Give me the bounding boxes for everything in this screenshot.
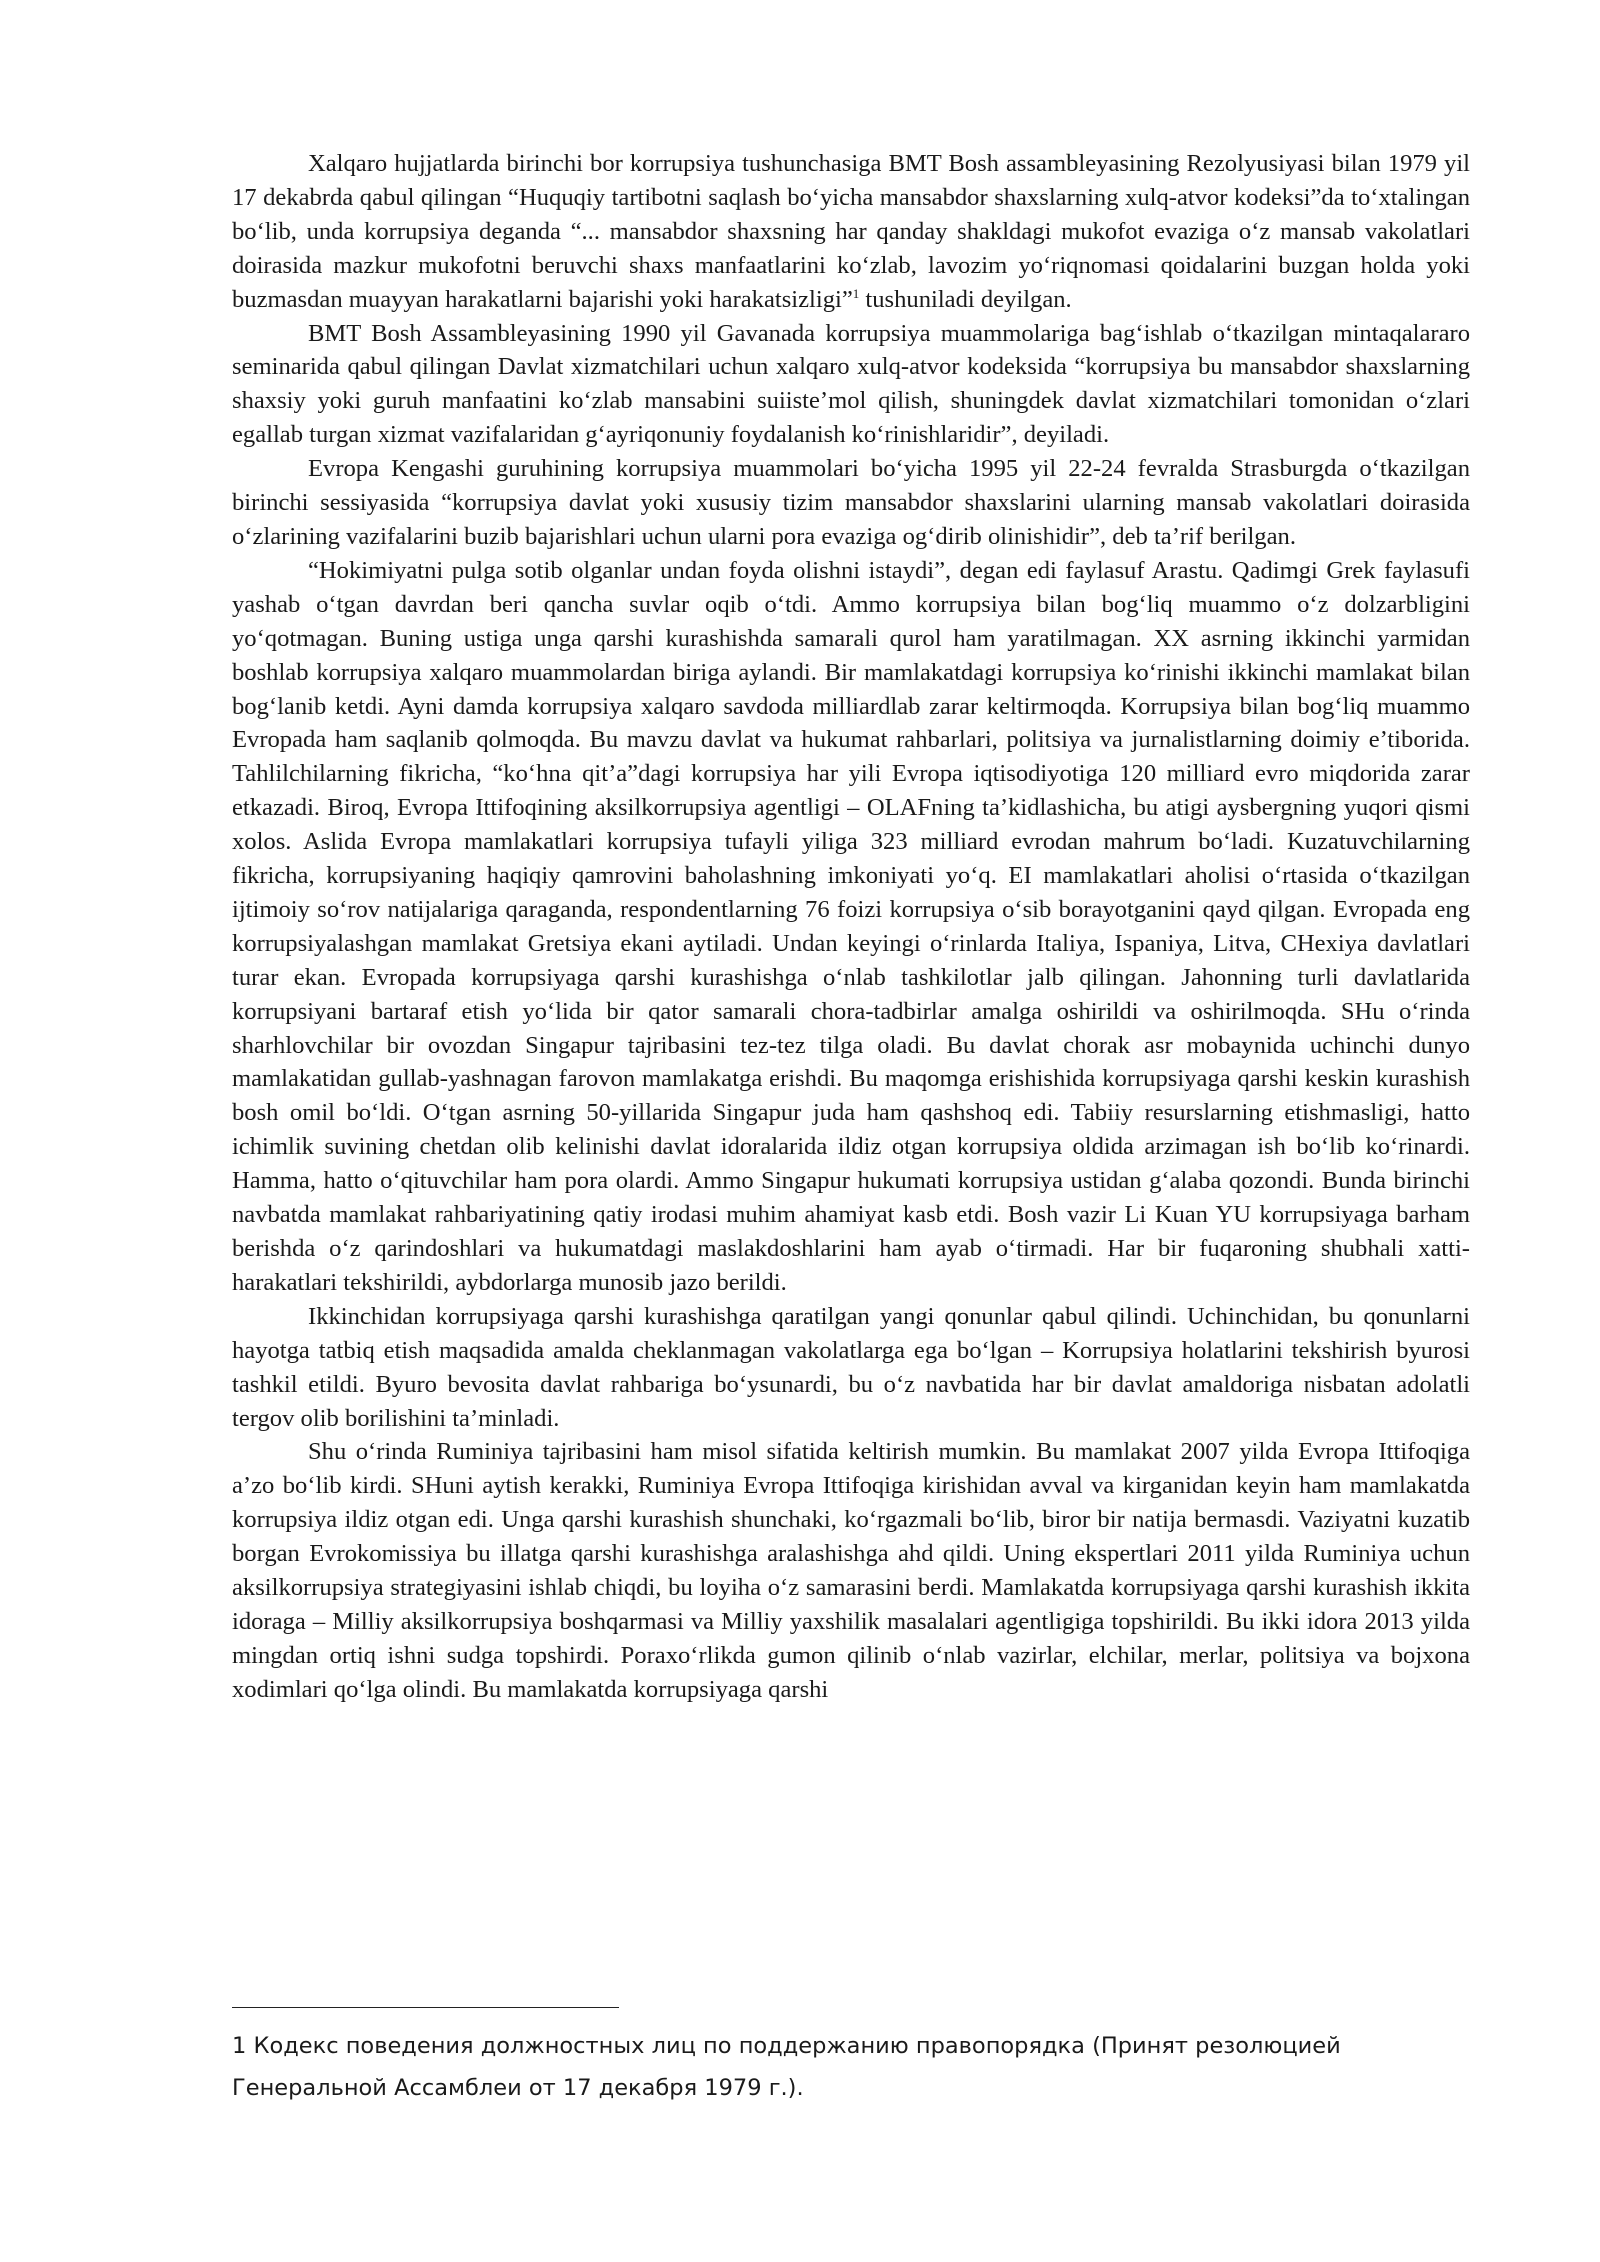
paragraph-1-text-end: tushuniladi deyilgan. (859, 285, 1072, 313)
paragraph-3: Evropa Kengashi guruhining korrupsiya muammolari bo‘yicha 1995 yil 22-24 fevralda Strasburgda o‘tkazilgan birinchi sessiyasida “korrupsiya davlat yoki xususiy tizim mansabdor shaxslarini ularning mansab vakolatlari doirasida o‘zlarining vazifalarini buzib bajarishlari uchun ularni pora evaziga og‘dirib olinishidir”, deb ta’rif berilgan. (232, 455, 1470, 550)
paragraph-2: BMT Bosh Assambleyasining 1990 yil Gavanada korrupsiya muammolariga bag‘ishlab o‘tkazilgan mintaqalararo seminarida qabul qilingan Davlat xizmatchilari uchun xalqaro xulq-atvor kodeksida “korrupsiya bu mansabdor shaxslarning shaxsiy yoki guruh manfaatini ko‘zlab mansabini suiiste’mol qilish, shuningdek davlat xizmatchilari tomonidan o‘zlari egallab turgan xizmat vazifalaridan g‘ayriqonuniy foydalanish ko‘rinishlaridir”, deyiladi. (232, 319, 1470, 449)
paragraph-1-text: Xalqaro hujjatlarda birinchi bor korrupsiya tushunchasiga BMT Bosh assambleyasining Rezolyusiyasi bilan 1979 yil 17 dekabrda qabul qilingan “Huquqiy tartibotni saqlash bo‘yicha mansabdor shaxslarning xulq-atvor kodeksi”da to‘xtalingan bo‘lib, unda korrupsiya deganda “... mansabdor shaxsning har qanday shakldagi mukofot evaziga o‘z mansab vakolatlari doirasida mazkur mukofotni beruvchi shaxs manfaatlarini ko‘zlab, lavozim yo‘riqnomasi qoidalarini buzgan holda yoki buzmasdan muayyan harakatlarni bajarishi yoki harakatsizligi” (232, 150, 1470, 313)
paragraph-6: Shu o‘rinda Ruminiya tajribasini ham misol sifatida keltirish mumkin. Bu mamlakat 2007 yilda Evropa Ittifoqiga a’zo bo‘lib kirdi. SHuni aytish kerakki, Ruminiya Evropa Ittifoqiga kirishidan avval va kirganidan keyin ham mamlakatda korrupsiya ildiz otgan edi. Unga qarshi kurashish shunchaki, ko‘rgazmali bo‘lib, biror bir natija bermasdi. Vaziyatni kuzatib borgan Evrokomissiya bu illatga qarshi kurashishga aralashishga ahd qildi. Uning ekspertlari 2011 yilda Ruminiya uchun aksilkorrupsiya strategiyasini ishlab chiqdi, bu loyiha o‘z samarasini berdi. Mamlakatda korrupsiyaga qarshi kurashish ikkita idoraga – Milliy aksilkorrupsiya boshqarmasi va Milliy yaxshilik masalalari agentligiga topshirildi. Bu ikki idora 2013 yilda mingdan ortiq ishni sudga topshirdi. Poraxo‘rlikda gumon qilinib o‘nlab vazirlar, elchilar, merlar, politsiya va bojxona xodimlari qo‘lga olindi. Bu mamlakatda korrupsiyaga qarshi (232, 1438, 1470, 1703)
footnote-separator (232, 2007, 619, 2008)
footnote: 1 Кодекс поведения должностных лиц по поддержанию правопорядка (Принят резолюцией Генеральной Ассамблеи от 17 декабря 1979 г.). (232, 2033, 1341, 2101)
paragraph-5: Ikkinchidan korrupsiyaga qarshi kurashishga qaratilgan yangi qonunlar qabul qilindi. Uchinchidan, bu qonunlarni hayotga tatbiq etish maqsadida amalda cheklanmagan vakolatlarga ega bo‘lgan – Korrupsiya holatlarini tekshirish byurosi tashkil etildi. Byuro bevosita davlat rahbariga bo‘ysunardi, bu o‘z navbatida har bir davlat amaldoriga nisbatan adolatli tergov olib borilishini ta’minladi. (232, 1302, 1470, 1432)
footnote-reference: 1 (852, 285, 860, 301)
paragraph-4: “Hokimiyatni pulga sotib olganlar undan foyda olishni istaydi”, degan edi faylasuf Arastu. Qadimgi Grek faylasufi yashab o‘tgan davrdan beri qancha suvlar oqib o‘tdi. Ammo korrupsiya bilan bog‘liq muammo o‘z dolzarbligini yo‘qotmagan. Buning ustiga unga qarshi kurashishda samarali qurol ham yaratilmagan. XX asrning ikkinchi yarmidan boshlab korrupsiya xalqaro muammolardan biriga aylandi. Bir mamlakatdagi korrupsiya ko‘rinishi ikkinchi mamlakat bilan bog‘lanib ketdi. Ayni damda korrupsiya xalqaro savdoda milliardlab zarar keltirmoqda. Korrupsiya bilan bog‘liq muammo Evropada ham saqlanib qolmoqda. Bu mavzu davlat va hukumat rahbarlari, politsiya va jurnalistlarning doimiy e’tiborida. Tahlilchilarning fikricha, “ko‘hna qit’a”dagi korrupsiya har yili Evropa iqtisodiyotiga 120 milliard evro miqdorida zarar etkazadi. Biroq, Evropa Ittifoqining aksilkorrupsiya agentligi – OLAFning ta’kidlashicha, bu atigi aysbergning yuqori qismi xolos. Aslida Evropa mamlakatlari korrupsiya tufayli yiliga 323 milliard evrodan mahrum bo‘ladi. Kuzatuvchilarning fikricha, korrupsiyaning haqiqiy qamrovini baholashning imkoniyati yo‘q. EI mamlakatlari aholisi o‘rtasida o‘tkazilgan ijtimoiy so‘rov natijalariga qaraganda, respondentlarning 76 foizi korrupsiya o‘sib borayotganini qayd qilgan. Evropada eng korrupsiyalashgan mamlakat Gretsiya ekani aytiladi. Undan keyingi o‘rinlarda Italiya, Ispaniya, Litva, CHexiya davlatlari turar ekan. Evropada korrupsiyaga qarshi kurashishga o‘nlab tashkilotlar jalb qilingan. Jahonning turli davlatlarida korrupsiyani bartaraf etish yo‘lida bir qator samarali chora-tadbirlar amalga oshirildi va oshirilmoqda. SHu o‘rinda sharhlovchilar bir ovozdan Singapur tajribasini tez-tez tilga oladi. Bu davlat chorak asr mobaynida uchinchi dunyo mamlakatidan gullab-yashnagan farovon mamlakatga erishdi. Bu maqomga erishishida korrupsiyaga qarshi keskin kurashish bosh omil bo‘ldi. O‘tgan asrning 50-yillarida Singapur juda ham qashshoq edi. Tabiiy resurslarning etishmasligi, hatto ichimlik suvining chetdan olib kelinishi davlat idoralarida ildiz otgan korrupsiya oldida arzimagan ish bo‘lib ko‘rinardi. Hamma, hatto o‘qituvchilar ham pora olardi. Ammo Singapur hukumati korrupsiya ustidan g‘alaba qozondi. Bunda birinchi navbatda mamlakat rahbariyatining qatiy irodasi muhim ahamiyat kasb etdi. Bosh vazir Li Kuan YU korrupsiyaga barham berishda o‘z qarindoshlari va hukumatdagi maslakdoshlarini ham ayab o‘tirmadi. Har bir fuqaroning shubhali xatti-harakatlari tekshirildi, aybdorlarga munosib jazo berildi. (232, 556, 1470, 1296)
paragraph-1 (232, 147, 1470, 317)
document-body (232, 147, 1470, 1707)
